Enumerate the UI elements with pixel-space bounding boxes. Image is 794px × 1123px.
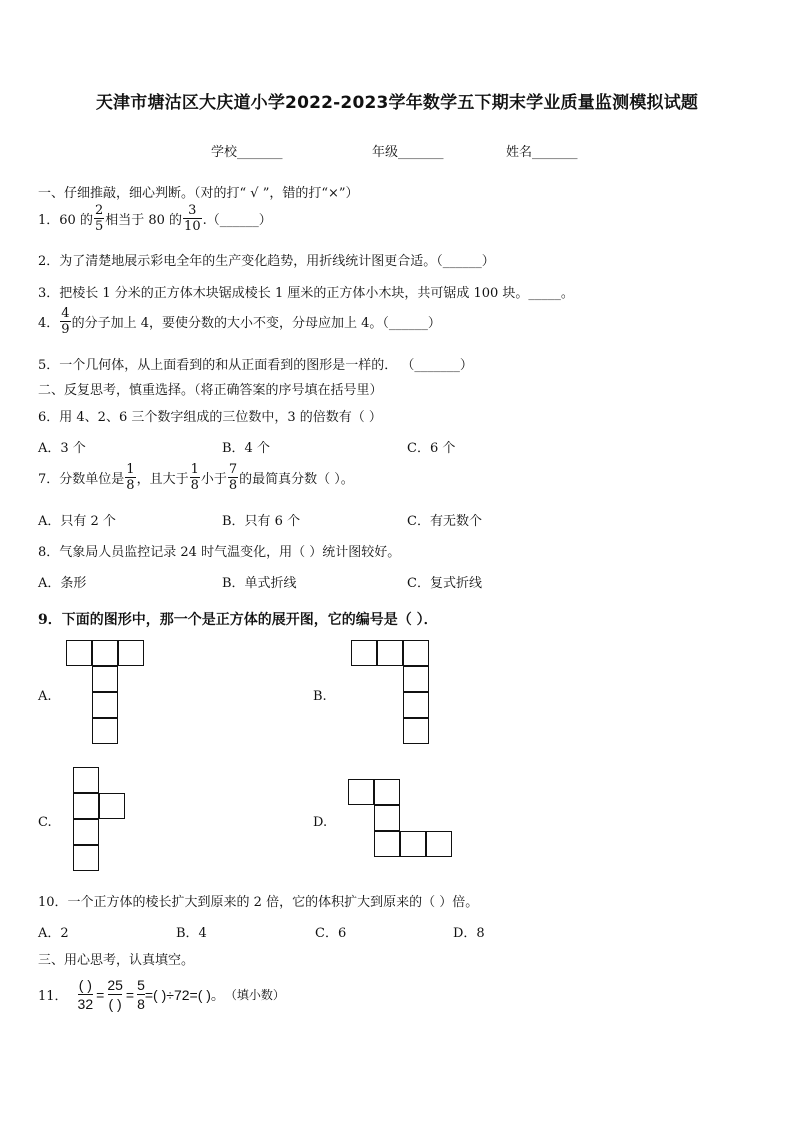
q10-option-d[interactable]: D．8: [453, 926, 485, 941]
q8-option-a[interactable]: A．条形: [38, 576, 87, 591]
q11-fraction-2: 25 ( ): [107, 977, 123, 1012]
q11-equals-2: =: [125, 986, 135, 1003]
q7-text-c: 小于: [200, 472, 227, 487]
net-square: [374, 779, 400, 805]
net-square: [73, 819, 99, 845]
net-square: [426, 831, 452, 857]
net-square: [403, 718, 429, 744]
q10-option-a[interactable]: A．2: [38, 926, 69, 941]
net-square: [118, 640, 144, 666]
q11-label: 11．: [38, 989, 68, 1004]
q9-option-c[interactable]: C.: [38, 815, 52, 830]
section-1-heading: 一、仔细推敲，细心判断。（对的打“ √ ”，错的打“×”）: [38, 186, 359, 201]
question-6: 6．用 4、2、6 三个数字组成的三位数中，3 的倍数有（ ）: [38, 410, 382, 425]
q6-option-c[interactable]: C．6 个: [407, 441, 456, 456]
q7-fraction-3: $\frac{7}{8}$: [228, 462, 238, 493]
q4-text-b: 的分子加上 4，要使分数的大小不变，分母应加上 4。（______）: [71, 316, 441, 331]
question-11: [38, 976, 285, 1013]
q7-text-d: 的最简真分数（ ）。: [239, 472, 354, 487]
question-9: 9．下面的图形中，那一个是正方体的展开图，它的编号是（ ）．: [38, 612, 438, 628]
q9-option-b[interactable]: B.: [313, 689, 327, 704]
q6-option-b[interactable]: B．4 个: [222, 441, 270, 456]
q7-option-c[interactable]: C．有无数个: [407, 514, 482, 529]
net-square: [99, 793, 125, 819]
question-8: 8．气象局人员监控记录 24 时气温变化，用（ ）统计图较好。: [38, 545, 401, 560]
net-square: [403, 640, 429, 666]
q11-note: （填小数）: [224, 988, 285, 1002]
net-square: [73, 793, 99, 819]
q7-fraction-1: $\frac{1}{8}$: [126, 462, 135, 493]
q8-option-c[interactable]: C．复式折线: [407, 576, 482, 591]
q11-rest: =( )÷72=( )。: [144, 986, 225, 1003]
q1-text-b: 相当于 80 的: [105, 213, 183, 228]
q1-text-c: .（______）: [202, 213, 272, 228]
q10-option-c[interactable]: C．6: [315, 926, 347, 941]
grade-field[interactable]: 年级_______: [372, 145, 444, 160]
net-square: [403, 666, 429, 692]
q7-text-b: ，且大于: [136, 472, 189, 487]
question-10: 10．一个正方体的棱长扩大到原来的 2 倍，它的体积扩大到原来的（ ）倍。: [38, 895, 479, 910]
net-square: [348, 779, 374, 805]
q7-option-b[interactable]: B．只有 6 个: [222, 514, 301, 529]
q1-text-a: 1．60 的: [38, 213, 93, 228]
question-1: [38, 203, 272, 234]
question-4: [38, 306, 441, 337]
net-square: [351, 640, 377, 666]
question-7: [38, 462, 354, 493]
net-square: [92, 666, 118, 692]
name-field[interactable]: 姓名_______: [506, 145, 578, 160]
net-square: [400, 831, 426, 857]
net-square: [92, 718, 118, 744]
q11-fraction-1: ( ) 32: [77, 977, 94, 1012]
q1-fraction-2: $\frac{3}{10}$: [184, 203, 201, 234]
q7-option-a[interactable]: A．只有 2 个: [38, 514, 116, 529]
q6-option-a[interactable]: A．3 个: [38, 441, 86, 456]
question-2: 2．为了清楚地展示彩电全年的生产变化趋势，用折线统计图更合适。（______）: [38, 254, 495, 269]
q7-text-a: 7．分数单位是: [38, 472, 125, 487]
q8-option-b[interactable]: B．单式折线: [222, 576, 297, 591]
q11-equals-1: =: [96, 986, 105, 1003]
question-5: 5．一个几何体，从上面看到的和从正面看到的图形是一样的． （_______）: [38, 358, 473, 373]
page-title: 天津市塘沽区大庆道小学2022-2023学年数学五下期末学业质量监测模拟试题: [95, 93, 699, 113]
net-square: [374, 831, 400, 857]
net-square: [92, 692, 118, 718]
net-square: [403, 692, 429, 718]
net-square: [374, 805, 400, 831]
question-3: 3．把棱长 1 分米的正方体木块锯成棱长 1 厘米的正方体小木块，共可锯成 100 块。_____。: [38, 286, 574, 301]
q4-fraction: $\frac{4}{9}$: [61, 306, 70, 337]
net-square: [377, 640, 403, 666]
net-square: [73, 767, 99, 793]
q4-text-a: 4．: [38, 316, 60, 331]
net-square: [92, 640, 118, 666]
q1-fraction-1: $\frac{2}{5}$: [94, 203, 104, 234]
section-3-heading: 三、用心思考，认真填空。: [38, 953, 195, 968]
q7-fraction-2: $\frac{1}{8}$: [190, 462, 199, 493]
net-square: [66, 640, 92, 666]
section-2-heading: 二、反复思考，慎重选择。（将正确答案的序号填在括号里）: [38, 383, 383, 398]
school-field[interactable]: 学校_______: [211, 145, 283, 160]
q11-fraction-3: $\frac{5}{8}$: [137, 977, 145, 1012]
q9-option-d[interactable]: D.: [313, 815, 328, 830]
net-square: [73, 845, 99, 871]
q10-option-b[interactable]: B．4: [176, 926, 207, 941]
q9-option-a[interactable]: A.: [38, 689, 52, 704]
